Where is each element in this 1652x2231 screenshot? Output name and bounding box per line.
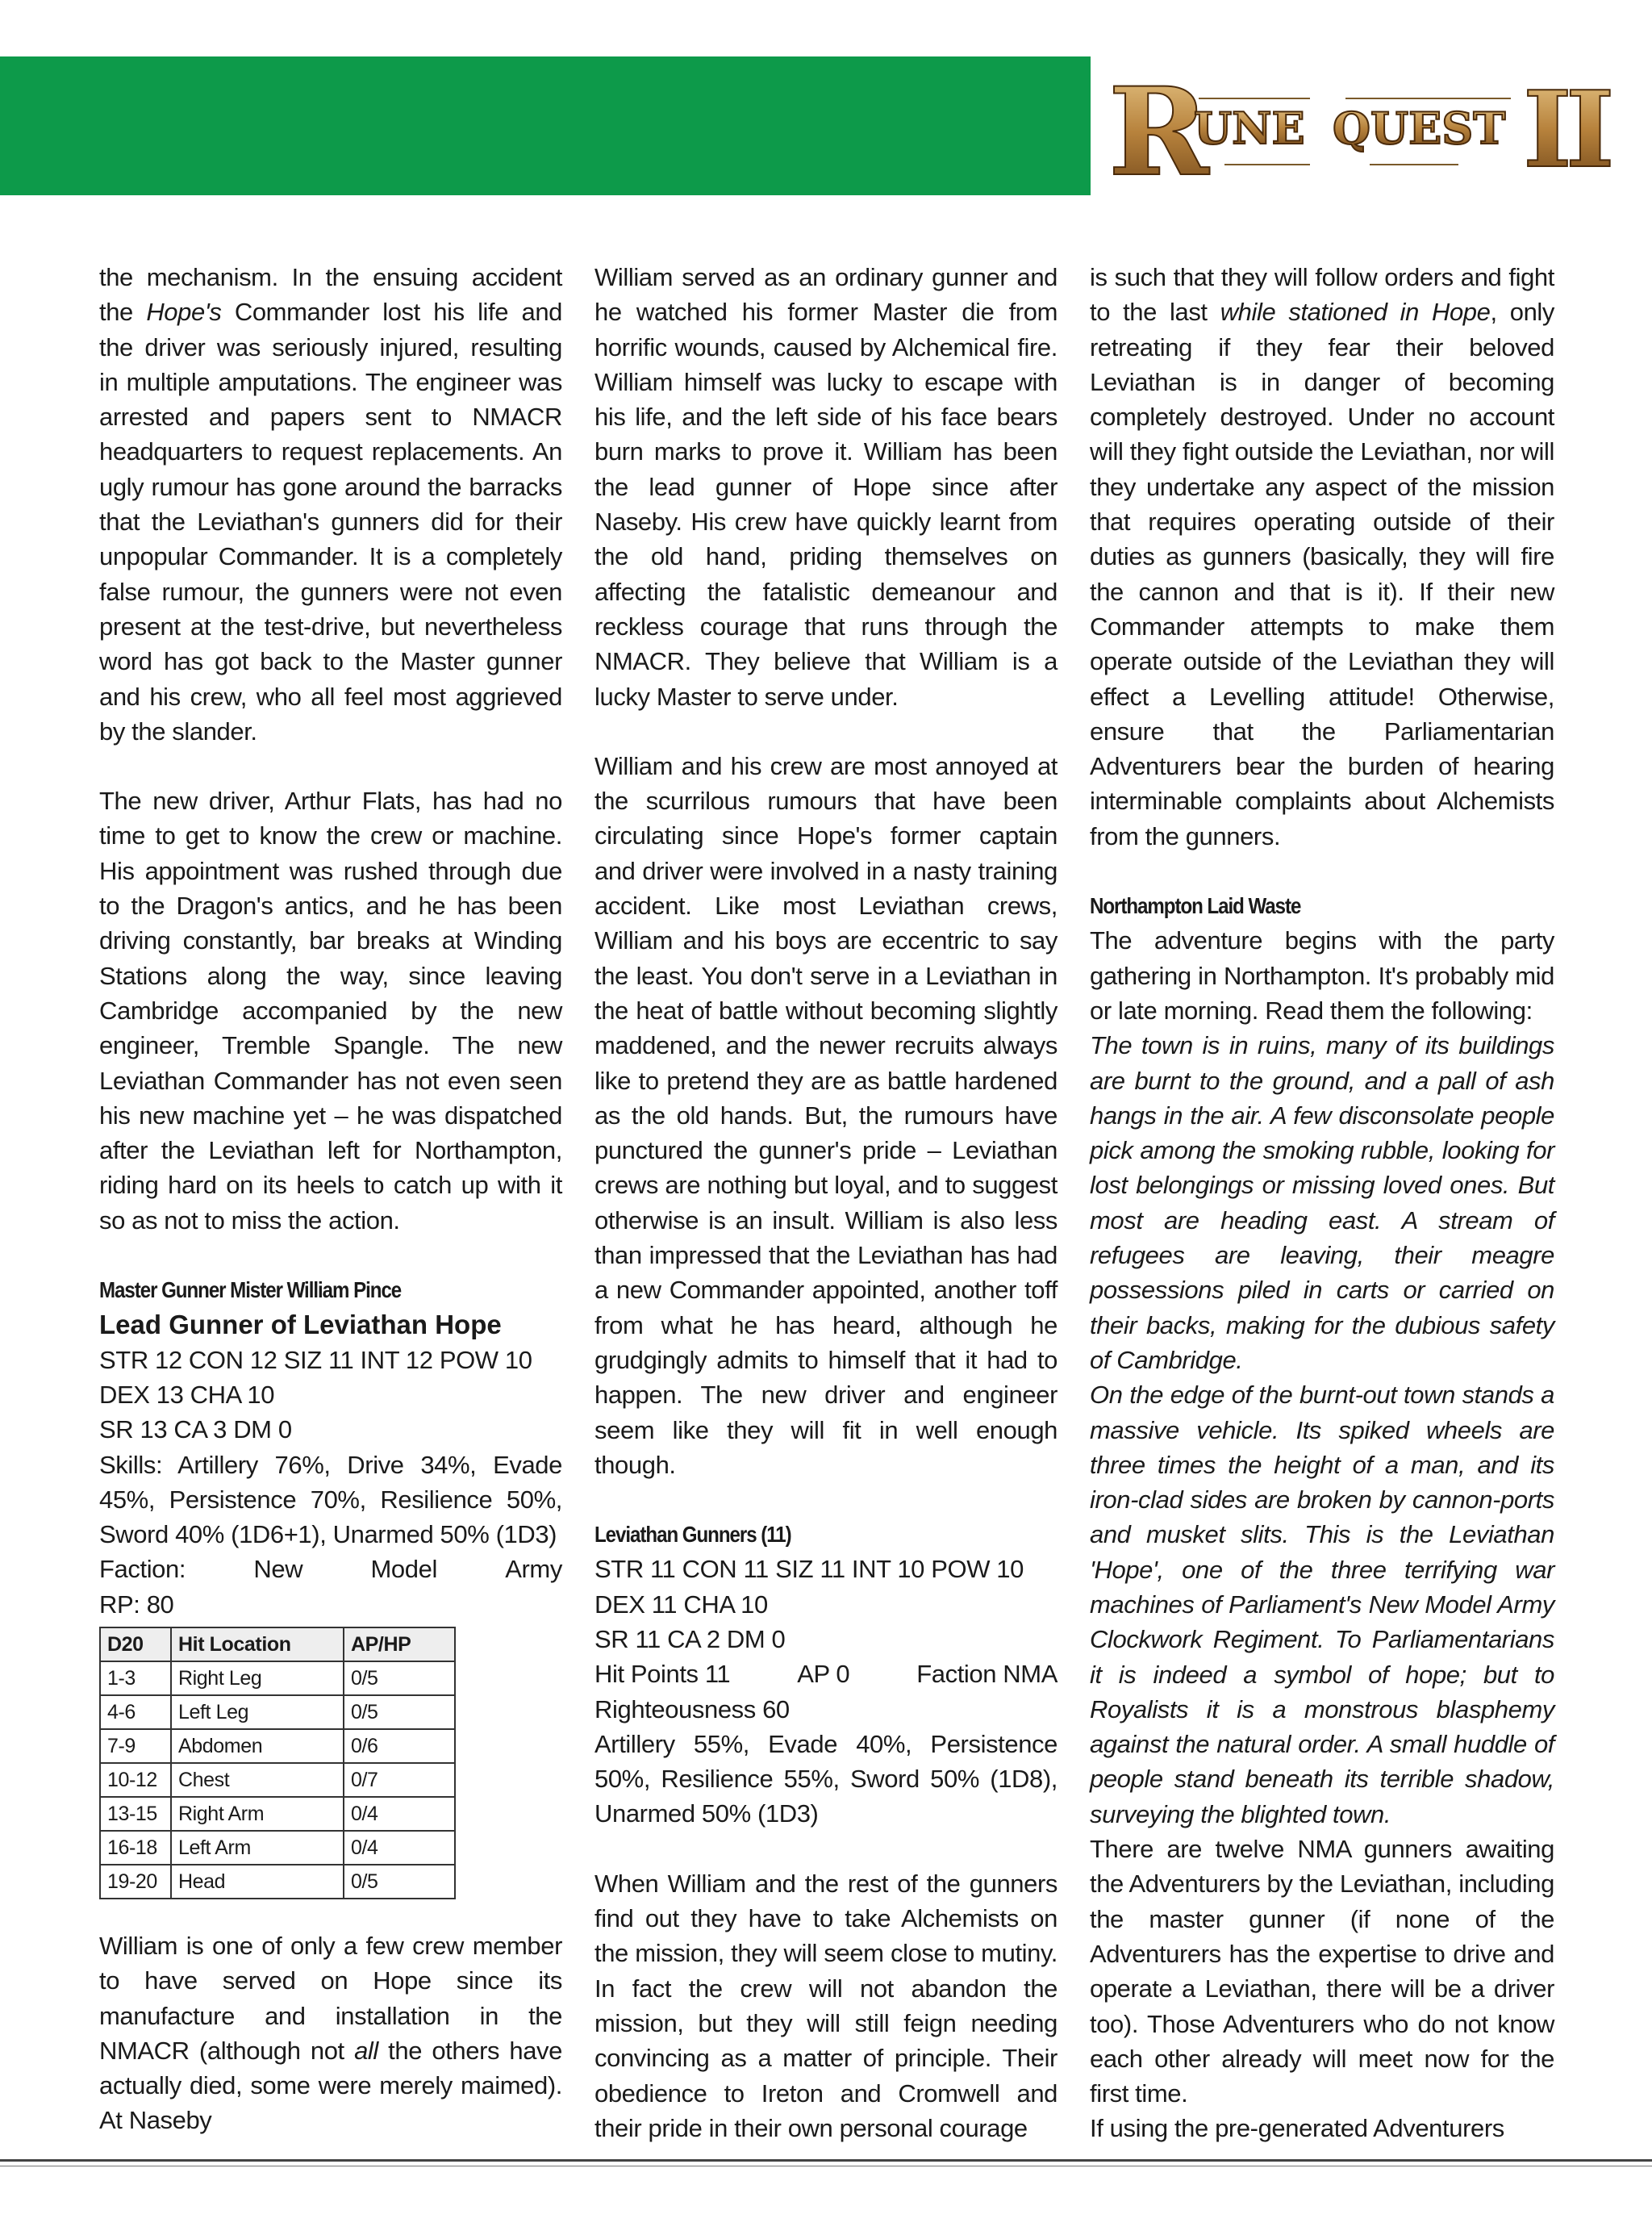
svg-text:R: R <box>1108 63 1209 202</box>
read-aloud-text: The town is in ruins, many of its buildings are burnt to the ground, and a pall of ash hangs in the air. A few disconsolate people pick among the smoking rubble, looking for lost belongings or missing loved ones. But most are heading east. A stream of refugees are leaving, their meagre possessions piled in carts or carried on their backs, making for the dubious safety of Cambridge. <box>1090 1031 1554 1374</box>
paragraph: William served as an ordinary gunner and he watched his former Master die from horrific wounds, caused by Alchemical fire. William himself was lucky to escape with his life, and the left side of his face bears burn marks to prove it. William has been the lead gunner of Hope since after Naseby. His crew have quickly learnt from the old hand, priding themselves on affecting the fatalistic demeanour and reckless courage that runs through the NMACR. They believe that William is a lucky Master to serve under. <box>594 263 1058 711</box>
paragraph: When William and the rest of the gunners find out they have to take Alchemists on the mission, they will seem close to mutiny. In fact the crew will not abandon the mission, but they will still feign needing convincing as a matter of principle. Their obedience to Ireton and Cromwell and their pride in their own personal courage <box>594 1869 1058 2142</box>
svg-text:UNE: UNE <box>1194 102 1305 154</box>
skills-line: Skills: Artillery 76%, Drive 34%, Evade 45%, Persistence 70%, Resilience 50%, Sword 40% (1D6+1), Unarmed 50% (1D3) <box>99 1450 562 1549</box>
table-row: 10-12 Chest 0/7 <box>100 1763 455 1797</box>
table-row: 19-20 Head 0/5 <box>100 1865 455 1899</box>
column-2 <box>594 260 1058 2145</box>
paragraph: William and his crew are most annoyed at the scurrilous rumours that have been circulating since Hope's former captain and driver were involved in a nasty training accident. Like most Leviathan crews, William and his boys are eccentric to say the least. You don't serve in a Leviathan in the heat of battle without becoming slightly maddened, and the newer recruits always like to pretend they are as battle hardened as the old hands. But, the rumours have punctured the gunner's pride – Leviathan crews are nothing but loyal, and to suggest otherwise is an insult. William is also less than impressed that the Leviathan has had a new Commander appointed, another toff from what he has heard, although he grudgingly admits to himself that it had to happen. The new driver and engineer seem like they will fit in well enough though. <box>594 751 1058 1479</box>
paragraph: William is one of only a few crew member to have served on Hope since its manufacture and installation in the NMACR (although not all the others have actually died, some were merely maimed). At Naseby <box>99 1931 562 2135</box>
runequest-logo <box>1103 63 1636 202</box>
table-header: Hit Location <box>171 1627 344 1661</box>
section-subhead: Northampton Laid Waste <box>1090 893 1301 919</box>
paragraph: is such that they will follow orders and fight to the last while stationed in Hope, only retreating if they fear their beloved Leviathan is in danger of becoming completely destroyed. Under no account will they fight outside the Leviathan, nor will they undertake any aspect of the mission that requires operating outside of their duties as gunners (basically, they will fire the cannon and that is it). If their new Commander attempts to make them operate outside of the Leviathan they will effect a Levelling attitude! Otherwise, ensure that the Parliamentarian Adventurers bear the burden of hearing interminable complaints about Alchemists from the gunners. <box>1090 263 1554 850</box>
svg-text:QUEST: QUEST <box>1333 102 1506 154</box>
righteousness-line: Righteousness 60 <box>594 1694 790 1723</box>
table-row: 16-18 Left Arm 0/4 <box>100 1831 455 1865</box>
column-1 <box>99 260 562 2138</box>
read-aloud-text: On the edge of the burnt-out town stands a massive vehicle. Its spiked wheels are three times the height of a man, and its iron-clad sides are broken by cannon-ports and musket slits. This is the Leviathan 'Hope', one of the three terrifying war machines of Parliament's New Model Army Clockwork Regiment. To Parliamentarians it is indeed a symbol of hope; but to Royalists it is a monstrous blasphemy against the natural order. A small huddle of people stand beneath its terrible shadow, surveying the blighted town. <box>1090 1381 1554 1828</box>
table-row: 1-3 Right Leg 0/5 <box>100 1661 455 1695</box>
header-band <box>0 56 1091 195</box>
section-subhead: Master Gunner Mister William Pince <box>99 1277 402 1303</box>
table-header: AP/HP <box>344 1627 455 1661</box>
paragraph: There are twelve NMA gunners awaiting the Adventurers by the Leviathan, including the master gunner (if none of the Adventurers has the expertise to drive and operate a Leviathan, there will be a driver too). Those Adventurers who do not know each other already will meet now for the first time. <box>1090 1835 1554 2108</box>
hit-points-line: Hit Points 11 AP 0 Faction NMA <box>594 1660 1058 1689</box>
table-row: 4-6 Left Leg 0/5 <box>100 1695 455 1729</box>
paragraph: the mechanism. In the ensuing accident the Hope's Commander lost his life and the driver was seriously injured, resulting in multiple amputations. The engineer was arrested and papers sent to NMACR headquarters to request replacements. An ugly rumour has gone around the barracks that the Leviathan's gunners did for their unpopular Commander. It is a completely false rumour, the gunners were not even present at the test-drive, but nevertheless word has got back to the Master gunner and his crew, who all feel most aggrieved by the slander. <box>99 263 563 746</box>
table-row: 13-15 Right Arm 0/4 <box>100 1797 455 1831</box>
paragraph: The new driver, Arthur Flats, has had no time to get to know the crew or machine. His appointment was rushed through due to the Dragon's antics, and he has been driving constantly, bar breaks at Winding Stations along the way, since leaving Cambridge accompanied by the new engineer, Tremble Spangle. The new Leviathan Commander has not even seen his new machine yet – he was dispatched after the Leviathan left for Northampton, riding hard on its heels to catch up with it so as not to miss the action. <box>99 787 562 1235</box>
sr-line: SR 13 CA 3 DM 0 <box>99 1415 292 1444</box>
rp-line: RP: 80 <box>99 1590 174 1619</box>
column-3 <box>1090 260 1554 2146</box>
stat-line: STR 12 CON 12 SIZ 11 INT 12 POW 10 DEX 13 CHA 10 <box>99 1345 532 1409</box>
paragraph: The adventure begins with the party gathering in Northampton. It's probably mid or late morning. Read them the following: <box>1090 926 1554 1025</box>
stat-line: STR 11 CON 11 SIZ 11 INT 10 POW 10 DEX 11 CHA 10 <box>594 1555 1024 1619</box>
section-subhead: Leviathan Gunners (11) <box>594 1522 791 1548</box>
skills-line: Artillery 55%, Evade 40%, Persistence 50%, Resilience 55%, Sword 50% (1D8), Unarmed 50% (1D3) <box>594 1729 1058 1828</box>
svg-text:II: II <box>1523 68 1608 191</box>
stat-block-title: Lead Gunner of Leviathan Hope <box>99 1310 502 1340</box>
sr-line: SR 11 CA 2 DM 0 <box>594 1624 786 1653</box>
footer-rule <box>0 2159 1652 2162</box>
faction-line: Faction: New Model Army <box>99 1555 562 1584</box>
table-header: D20 <box>100 1627 171 1661</box>
hit-location-table <box>99 1627 456 1899</box>
paragraph: If using the pre-generated Adventurers <box>1090 2114 1504 2143</box>
table-row: 7-9 Abdomen 0/6 <box>100 1729 455 1763</box>
